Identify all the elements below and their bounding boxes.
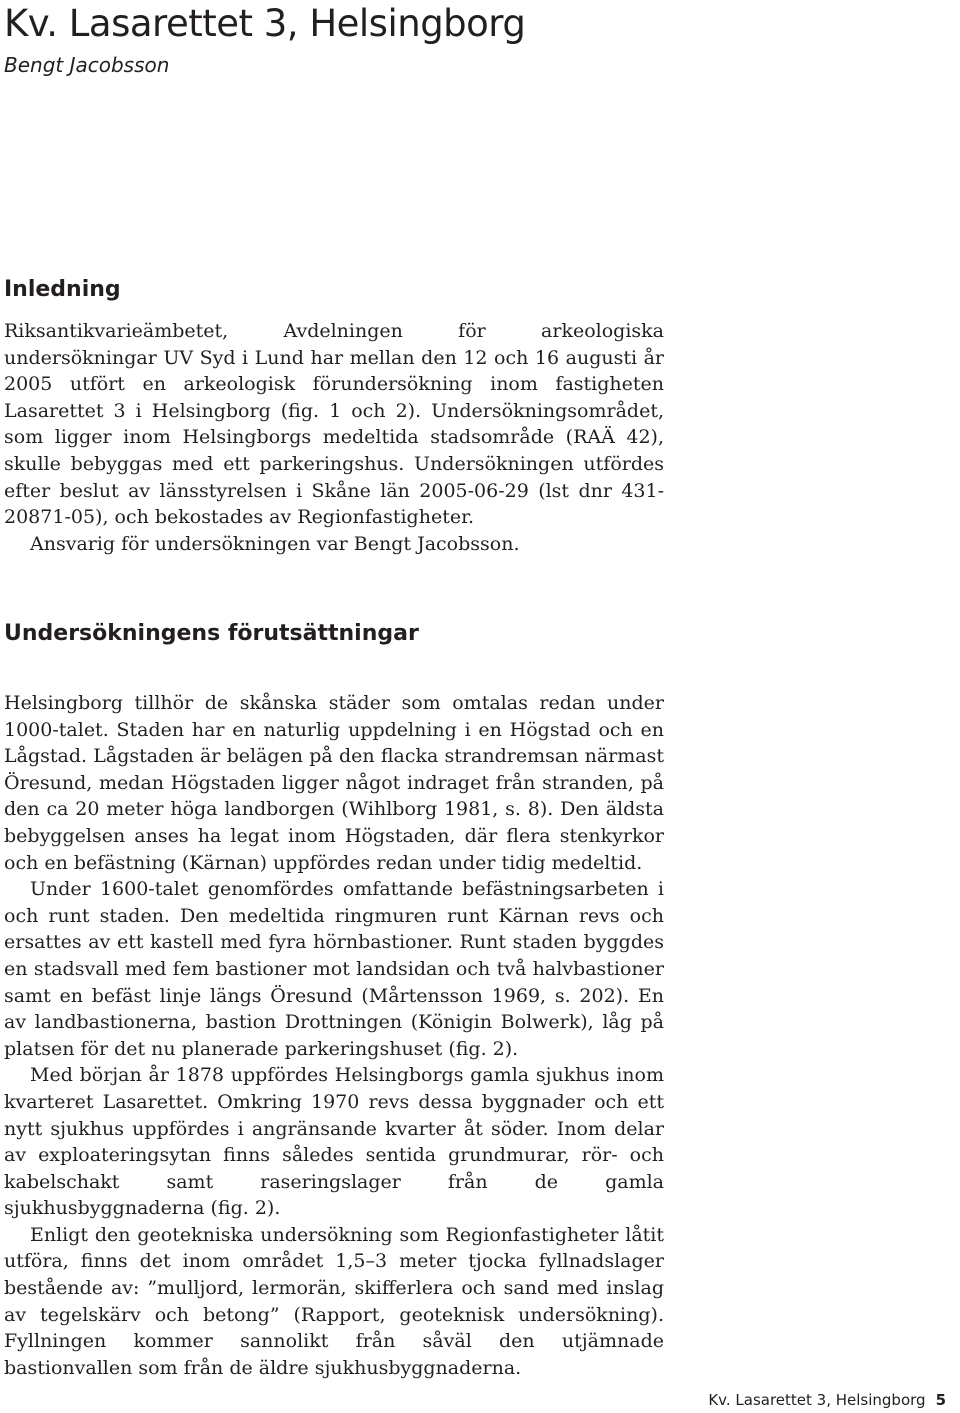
author-name: Bengt Jacobsson [4,53,170,77]
page-footer [708,1390,946,1410]
page-title: Kv. Lasarettet 3, Helsingborg [4,2,526,45]
running-title: Kv. Lasarettet 3, Helsingborg [708,1391,926,1409]
section-inledning [4,276,664,557]
paragraph: Med början år 1878 uppfördes Helsingborgs gamla sjukhus inom kvarteret Lasarettet. Omkring 1970 revs dessa byggnader och ett nytt sjukhus uppfördes i angränsande kvarter åt söder. Inom delar av exploateringsytan finns således sentida grundmurar, rör- och kabelschakt samt raseringslager från de gamla sjukhusbyggnaderna (fig. 2). [4,1064,664,1220]
page-number: 5 [935,1391,946,1409]
paragraph: Enligt den geotekniska undersökning som Regionfastigheter låtit utföra, finns det inom området 1,5–3 meter tjocka fyllnadslager bestående av: ”mulljord, lermorän, skifferlera och sand med inslag av tegelskärv och betong” (Rapport, geoteknisk undersökning). Fyllningen kommer sannolikt från såväl den utjämnade bastionvallen som från de äldre sjukhusbyggnaderna. [4,1223,664,1379]
section-forutsattningar [4,620,664,1381]
paragraph: Riksantikvarieämbetet, Avdelningen för arkeologiska undersökningar UV Syd i Lund har mellan den 12 och 16 augusti år 2005 utfört en arkeologisk förundersökning inom fastigheten Lasarettet 3 i Helsingborg (fig. 1 och 2). Undersökningsområdet, som ligger inom Helsingborgs medeltida stadsområde (RAÄ 42), skulle bebyggas med ett parkeringshus. Undersökningen utfördes efter beslut av länsstyrelsen i Skåne län 2005-06-29 (lst dnr 431-20871-05), och bekostades av Regionfastigheter. [4,320,664,529]
paragraph: Helsingborg tillhör de skånska städer som omtalas redan under 1000-talet. Staden har en naturlig uppdelning i en Högstad och en Lågstad. Lågstaden är belägen på den flacka strandremsan närmast Öresund, medan Högstaden ligger något indraget från stranden, på den ca 20 meter höga landborgen (Wihlborg 1981, s. 8). Den äldsta bebyggelsen anses ha legat inom Högstaden, där flera stenkyrkor och en befästning (Kärnan) uppfördes redan under tidig medeltid. [4,692,664,874]
section-heading: Inledning [4,277,121,302]
section-heading: Undersökningens förutsättningar [4,621,419,646]
paragraph: Under 1600-talet genomfördes omfattande befästningsarbeten i och runt staden. Den medeltida ringmuren runt Kärnan revs och ersattes av ett kastell med fyra hörnbastioner. Runt staden byggdes en stadsvall med fem bastioner mot landsidan och två halvbastioner samt en befäst linje längs Öresund (Mårtensson 1969, s. 202). En av landbastionerna, bastion Drottningen (Königin Bolwerk), låg på platsen för det nu planerade parkeringshuset (fig. 2). [4,878,664,1060]
paragraph: Ansvarig för undersökningen var Bengt Jacobsson. [30,532,520,555]
